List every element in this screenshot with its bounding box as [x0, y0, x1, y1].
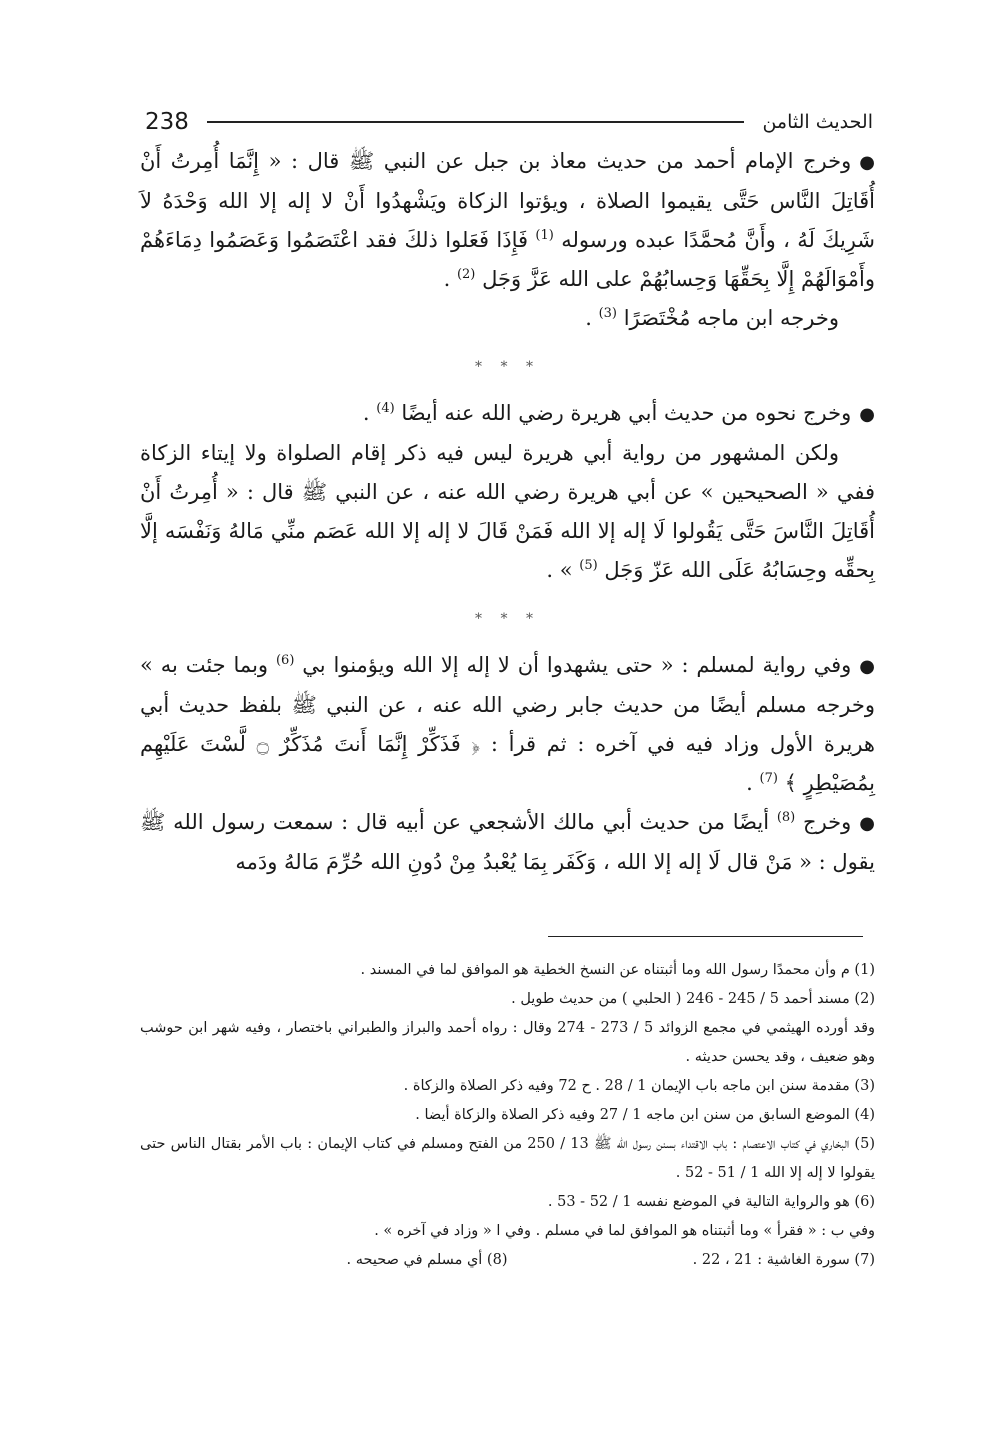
footnote-row [140, 1246, 875, 1275]
footnote-separator [548, 936, 863, 937]
footnote-2-extra: وقد أورده الهيثمي في مجمع الزوائد 5 / 273 - 274 وقال : رواه أحمد والبراز والطبراني باختصار ، وفيه شهر ابن حوشب وهو ضعيف ، وقد يحسن حديثه . [140, 1020, 875, 1065]
paragraph-4-end: » . [546, 558, 573, 582]
running-title: الحديث الثامن [762, 111, 873, 133]
bullet-icon: ● [859, 152, 875, 173]
footnote-ref-5[interactable]: (5) [579, 558, 598, 573]
footnote-7: (7) سورة الغاشية : 21 ، 22 . [692, 1252, 875, 1268]
footnote-ref-4[interactable]: (4) [376, 401, 395, 416]
paragraph-4 [140, 434, 875, 590]
paragraph-5-end: . [746, 771, 753, 795]
header-rule [207, 121, 745, 123]
bullet-icon: ● [859, 404, 875, 425]
footnote-4: (4) الموضع السابق من سنن ابن ماجه 1 / 27 وفيه ذكر الصلاة والزكاة أيضا . [415, 1107, 875, 1123]
paragraph-6-text: وخرج [803, 810, 852, 834]
page-header [145, 102, 873, 142]
paragraph-1 [140, 142, 875, 299]
paragraph-1-text: وخرج الإمام أحمد من حديث معاذ بن جبل عن النبي ﷺ قال : « إِنَّمَا أُمِرتُ أَنْ أُقَاتِلَ النَّاس حَتَّى يقيموا الصلاة ، ويؤتوا الزكاة ويَشْهدُوا أَنْ لا إله إلا الله وَحْدَهُ لاَ شَرِيكَ لَهُ ، وأَنَّ مُحمَّدًا عبده ورسوله [140, 149, 875, 252]
footnote-6-extra: وفي ب : « فقرأ » وما أثبتناه هو الموافق لما في مسلم . وفي ا « وزاد في آخره » . [374, 1223, 875, 1239]
paragraph-5-text: وفي رواية لمسلم : « حتى يشهدوا أن لا إله إلا الله ويؤمنوا بي [302, 653, 852, 677]
paragraph-5 [140, 646, 875, 803]
footnote-3: (3) مقدمة سنن ابن ماجه باب الإيمان 1 / 28 . ح 72 وفيه ذكر الصلاة والزكاة . [403, 1078, 875, 1094]
section-separator: * * * [475, 611, 540, 627]
footnote-6: (6) هو والرواية التالية في الموضع نفسه 1 / 52 - 53 . [547, 1194, 875, 1210]
footnote-ref-8[interactable]: (8) [776, 810, 796, 825]
footnote-ref-2[interactable]: (2) [456, 267, 476, 282]
paragraph-2-end: . [585, 306, 592, 330]
paragraph-6-text-b: أيضًا من حديث أبي مالك الأشجعي عن أبيه قال : سمعت رسول الله ﷺ يقول : « مَنْ قال لَا إله إلا الله ، وَكَفَر بِمَا يُعْبدُ مِنْ دُونِ الله حُرِّمَ مَالهُ ودَمه [140, 810, 875, 874]
footnote-ref-1[interactable]: (1) [535, 228, 554, 243]
footnote-ref-3[interactable]: (3) [598, 306, 617, 321]
bullet-icon: ● [859, 656, 875, 677]
paragraph-5-text-b: وبما جئت به » وخرجه مسلم أيضًا من حديث جابر رضي الله عنه ، عن النبي ﷺ بلفظ حديث أبي هريرة الأول وزاد فيه في آخره : ثم قرأ : ﴿ فَذَكِّرْ إِنَّمَا أَنتَ مُذَكِّرٌ ۝ لَّسْتَ عَلَيْهِم بِمُصَيْطِرٍ ﴾ [140, 653, 875, 795]
paragraph-2-text: وخرجه ابن ماجه مُخْتَصَرًا [623, 306, 839, 330]
paragraph-1-text-b: فَإِذَا فَعَلوا ذلكَ فقد اعْتَصَمُوا وَعَصَمُوا دِمَاءَهُمْ وأَمْوَالَهُمْ إِلَّا بِحَقِّهَا وَحِسابُهُمْ على الله عَزَّ وَجَل [140, 228, 875, 291]
footnote-2: (2) مسند أحمد 5 / 245 - 246 ( الحلبي ) من حديث طويل . [511, 991, 875, 1007]
footnotes [140, 956, 875, 1275]
footnote-ref-7[interactable]: (7) [759, 771, 778, 786]
paragraph-6 [140, 803, 875, 882]
paragraph-3-text: وخرج نحوه من حديث أبي هريرة رضي الله عنه أيضًا [401, 401, 852, 425]
footnote-5: (5) البخاري في كتاب الاعتصام : باب الاقتداء بسنن رسول الله ﷺ 13 / 250 من الفتح ومسلم في كتاب الإيمان : باب الأمر بقتال الناس حتى يقولوا لا إله إلا الله 1 / 51 - 52 . [140, 1136, 875, 1181]
paragraph-3 [140, 394, 875, 434]
section-separator: * * * [475, 359, 540, 375]
footnote-8: (8) أي مسلم في صحيحه . [346, 1252, 508, 1268]
paragraph-1-end: . [443, 267, 451, 291]
main-text [140, 142, 875, 882]
bullet-icon: ● [859, 813, 875, 834]
footnote-ref-6[interactable]: (6) [275, 653, 295, 668]
paragraph-2 [140, 299, 875, 338]
footnote-1: (1) م وأن محمدًا رسول الله وما أثبتناه عن النسخ الخطية هو الموافق لما في المسند . [360, 962, 875, 978]
page-number: 238 [145, 109, 189, 135]
paragraph-4-text: ولكن المشهور من رواية أبي هريرة ليس فيه ذكر إقام الصلواة ولا إيتاء الزكاة ففي « الصحيحين » عن أبي هريرة رضي الله عنه ، عن النبي ﷺ قال : « أُمِرتُ أَنْ أُقَاتِلَ النَّاسَ حَتَّى يَقُولوا لَا إله إلا الله فَمَنْ قَالَ لا إله إلا الله عَصَم منِّي مَالهُ وَنَفْسَه إلَّا بِحقِّه وحِسَابُهُ عَلَى الله عَزّ وَجَل [140, 441, 875, 582]
paragraph-3-end: . [362, 401, 370, 425]
